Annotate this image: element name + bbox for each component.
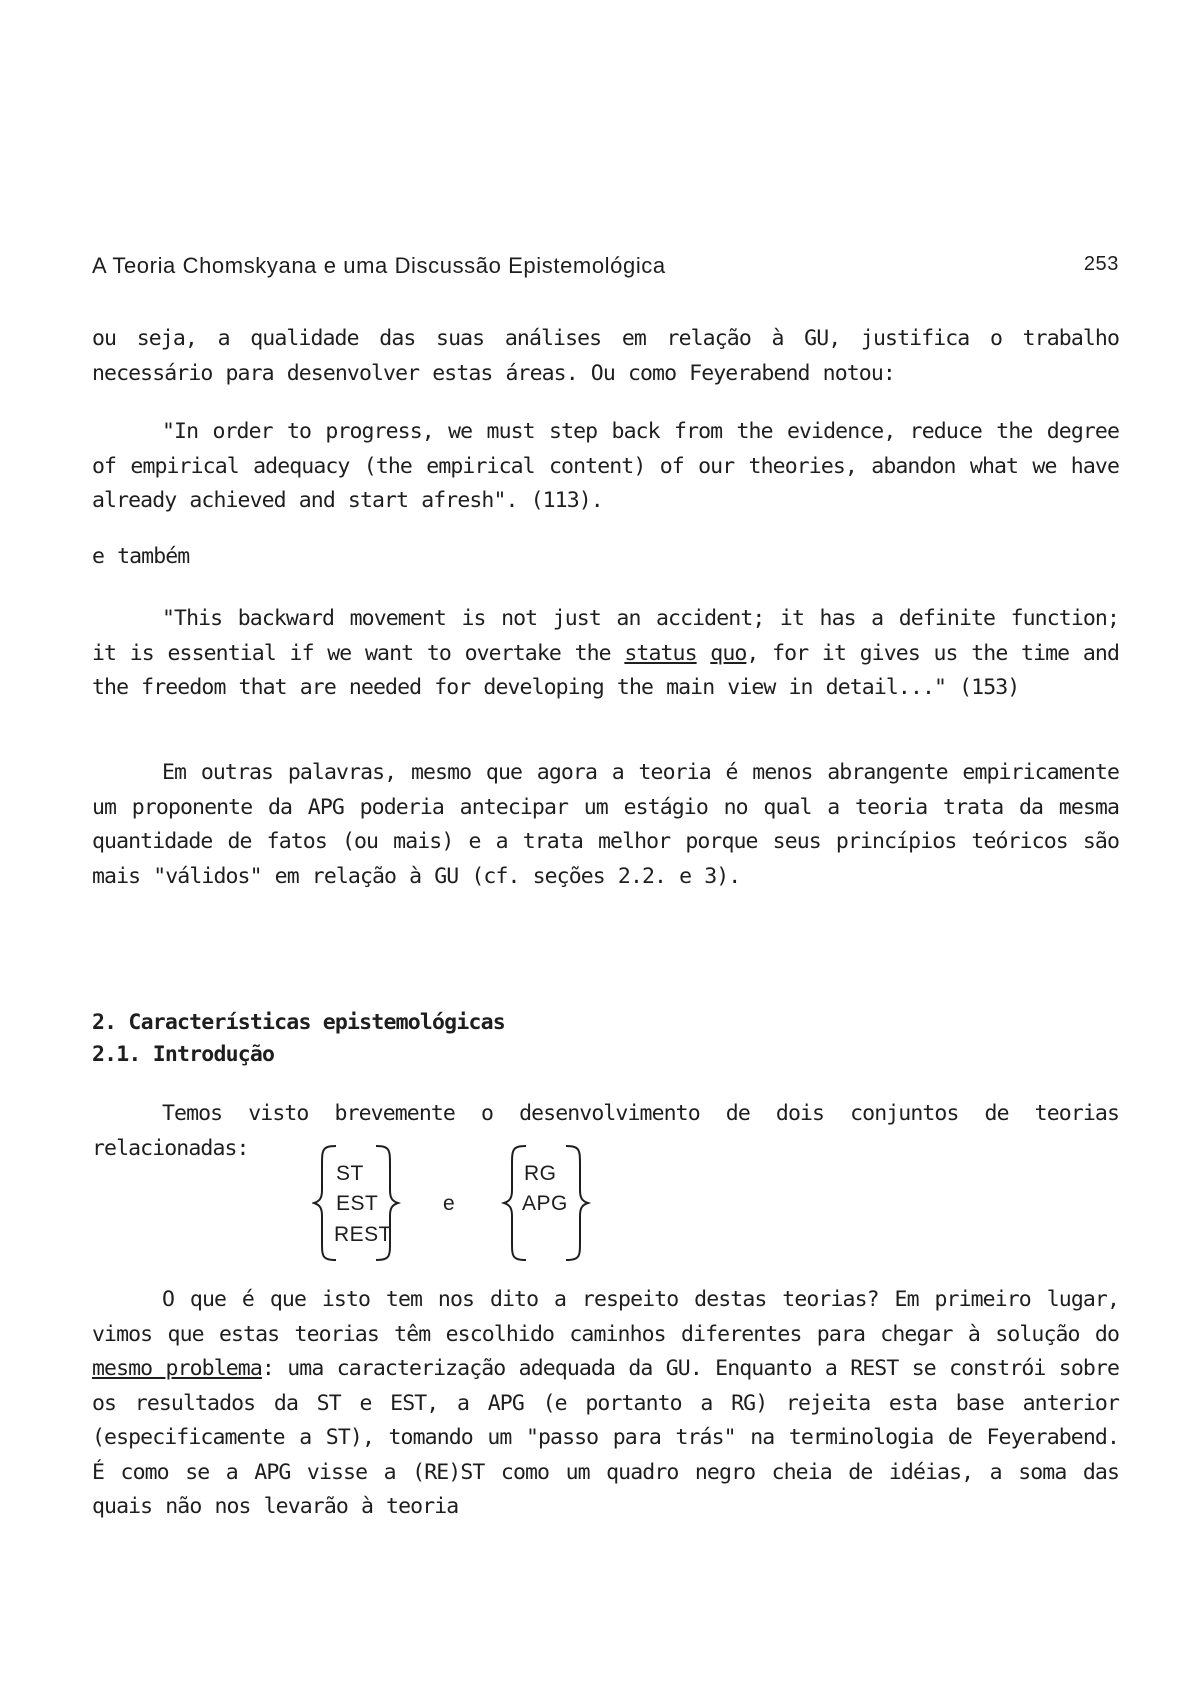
left-brace-1 (314, 1146, 336, 1260)
set1-item: REST (334, 1223, 393, 1246)
paragraph-line-1: Temos visto brevemente o desenvolvimento de dois conjuntos de teorias (162, 1101, 1119, 1126)
paragraph-text (92, 1283, 1119, 1525)
paragraph-o-que (92, 1283, 1119, 1525)
paragraph-em-outras-palavras (92, 756, 1119, 894)
underlined-mesmo-problema: mesmo problema (92, 1356, 262, 1381)
set1-item: ST (336, 1162, 364, 1185)
set-conjunction: e (443, 1192, 456, 1215)
page-header (92, 253, 1119, 283)
subsection-heading: 2.1. Introdução (92, 1042, 275, 1067)
block-quote-feyerabend-1 (92, 415, 1119, 519)
document-page (92, 0, 1119, 1702)
underlined-status: status (624, 640, 697, 666)
block-quote-feyerabend-2 (92, 602, 1119, 706)
quote-text (92, 602, 1119, 706)
paragraph-text: ou seja, a qualidade das suas análises em relação à GU, justifica o trabalho necessário para desenvolver estas áreas. Ou como Feyerabend notou: (92, 326, 1119, 386)
quote-text: "In order to progress, we must step back from the evidence, reduce the degree of empirical adequacy (the empirical content) of our theories, abandon what we have already achieved and start afresh". (113). (92, 419, 1119, 513)
also-text: e também (92, 544, 190, 569)
quote-text-before: "This backward movement is not just an accident; it has a definite function; it is essential if we want to overtake the (92, 606, 1119, 666)
connector-text (92, 540, 1119, 575)
paragraph-line-2: relacionadas: (92, 1135, 249, 1161)
paragraph-text-before: O que é que isto tem nos dito a respeito destas teorias? Em primeiro lugar, vimos que estas teorias têm escolhido caminhos diferentes para chegar à solução do (92, 1287, 1119, 1347)
running-title: A Teoria Chomskyana e uma Discussão Epistemológica (92, 253, 666, 278)
quote-text-after: , for it gives us the time and the freedom that are needed for developing the main view in detail..." (153) (92, 640, 1119, 700)
section-heading: 2. Características epistemológicas (92, 1010, 505, 1035)
right-brace-2 (566, 1146, 588, 1260)
set2-item: RG (524, 1162, 557, 1185)
theory-sets-figure (312, 1138, 612, 1268)
paragraph-text: Em outras palavras, mesmo que agora a teoria é menos abrangente empiricamente um proponente da APG poderia antecipar um estágio no qual a teoria trata da mesma quantidade de fatos (ou mais) e a trata melhor porque seus princípios teóricos são mais "válidos" em relação à GU (cf. seções 2.2. e 3). (92, 760, 1119, 889)
set2-item: APG (522, 1192, 568, 1215)
paragraph-text-after: : uma caracterização adequada da GU. Enquanto a REST se constrói sobre os resultados da ST e EST, a APG (e portanto a RG) rejeita esta base anterior (especificamente a ST), tomando um "passo para trás" na terminologia de Feyerabend. É como se a APG visse a (RE)ST como um quadro negro cheia de idéias, a soma das quais não nos levarão à teoria (92, 1356, 1120, 1519)
paragraph-intro (92, 322, 1119, 391)
set1-item: EST (336, 1192, 379, 1215)
page-number: 253 (1083, 253, 1119, 275)
underlined-quo: quo (710, 640, 747, 666)
